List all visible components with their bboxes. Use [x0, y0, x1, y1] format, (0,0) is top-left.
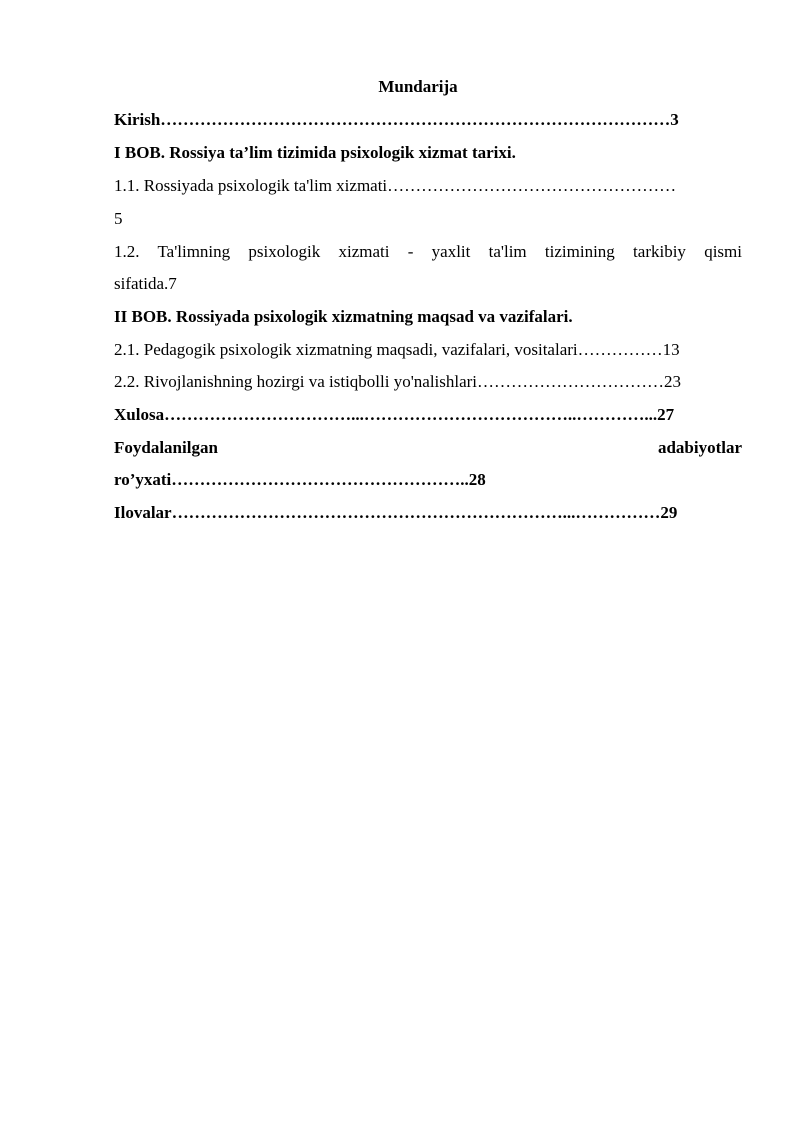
toc-chapter-2-heading: II BOB. Rossiyada psixologik xizmatning maqsad va vazifalari. — [114, 307, 573, 326]
toc-entry-ilovalar: Ilovalar……………………………………………………………...……………29 — [114, 503, 678, 522]
toc-entry-foydalanilgan — [114, 437, 742, 459]
toc-entry-1-1-page: 5 — [114, 209, 123, 228]
toc-entry-2-2: 2.2. Rivojlanishning hozirgi va istiqbolli yo'nalishlari……………………………23 — [114, 372, 682, 391]
toc-chapter-1-heading: I BOB. Rossiya ta’lim tizimida psixologik xizmat tarixi. — [114, 143, 516, 162]
toc-entry-1-2-continued: sifatida.7 — [114, 274, 177, 293]
toc-entry-foydalanilgan-right: adabiyotlar — [657, 438, 742, 457]
toc-entry-1-1: 1.1. Rossiyada psixologik ta'lim xizmati…………………………………………… — [114, 176, 677, 195]
toc-entry-2-1: 2.1. Pedagogik psixologik xizmatning maqsadi, vazifalari, vositalari……………13 — [114, 340, 680, 359]
toc-entry-royxati: ro’yxati……………………………………………..28 — [114, 470, 486, 489]
toc-entry-foydalanilgan-left: Foydalanilgan — [114, 438, 218, 457]
toc-entry-kirish: Kirish………………………………………………………………………………3 — [114, 110, 679, 129]
toc-title: Mundarija — [378, 77, 458, 96]
toc-entry-xulosa: Xulosa……………………………...………………………………..…………...27 — [114, 405, 675, 424]
toc-entry-1-2: 1.2. Ta'limning psixologik xizmati - yaxlit ta'lim tizimining tarkibiy qismi — [114, 242, 742, 261]
